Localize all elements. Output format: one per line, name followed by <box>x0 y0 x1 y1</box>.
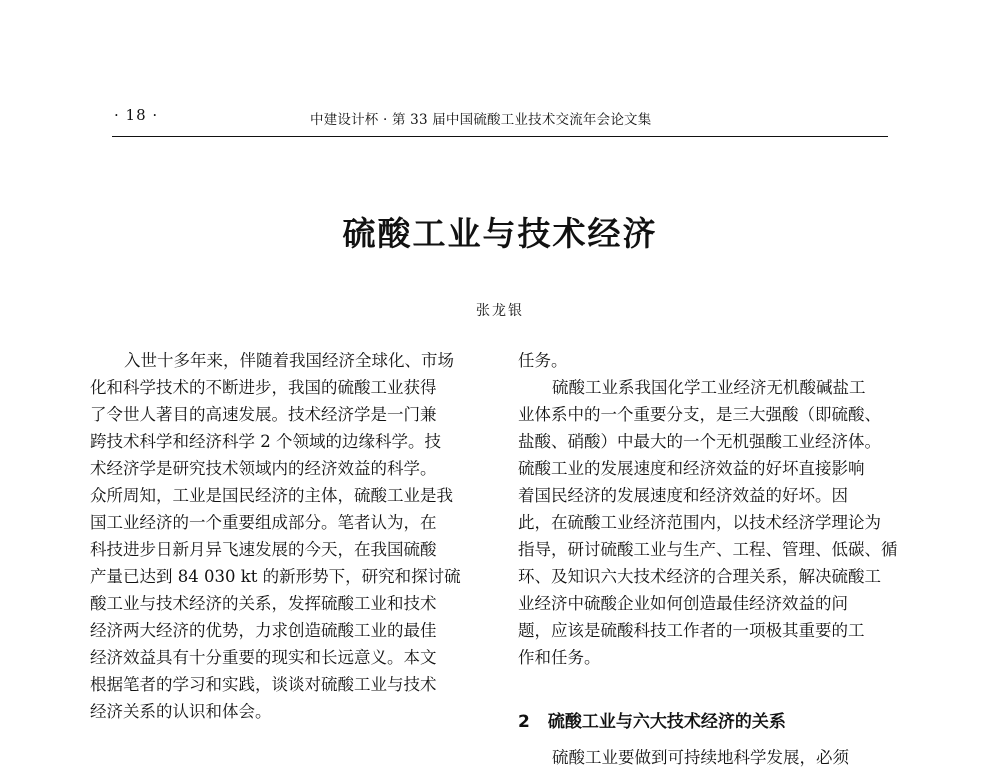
left-column-line: 国工业经济的一个重要组成部分。笔者认为，在 <box>90 513 437 532</box>
right-column-line: 作和任务。 <box>518 648 601 667</box>
header-rule <box>112 136 888 137</box>
section-number: 2 <box>518 712 530 732</box>
author-name: 张龙银 <box>476 303 524 319</box>
section-heading <box>518 707 894 732</box>
left-column-line: 科技进步日新月异飞速发展的今天，在我国硫酸 <box>90 540 437 559</box>
left-column-line: 术经济学是研究技术领域内的经济效益的科学。 <box>90 459 437 478</box>
right-column-line: 盐酸、硝酸）中最大的一个无机强酸工业经济体。 <box>518 432 881 451</box>
left-column-line: 众所周知，工业是国民经济的主体，硫酸工业是我 <box>90 486 453 505</box>
right-column-line: 业经济中硫酸企业如何创造最佳经济效益的问 <box>518 594 848 613</box>
left-column-line: 化和科学技术的不断进步，我国的硫酸工业获得 <box>90 378 437 397</box>
right-column-line: 指导，研讨硫酸工业与生产、工程、管理、低碳、循 <box>518 540 898 559</box>
right-column-line: 题，应该是硫酸科技工作者的一项极其重要的工 <box>518 621 865 640</box>
left-column-line: 跨技术科学和经济科学 2 个领域的边缘科学。技 <box>90 432 441 451</box>
right-column-line: 此，在硫酸工业经济范围内，以技术经济学理论为 <box>518 513 881 532</box>
left-column-line: 了令世人著目的高速发展。技术经济学是一门兼 <box>90 405 437 424</box>
right-column-line: 任务。 <box>518 351 568 370</box>
section-partial-line: 硫酸工业要做到可持续地科学发展，必须 <box>552 748 849 767</box>
right-column-line: 硫酸工业系我国化学工业经济无机酸碱盐工 <box>552 378 866 397</box>
left-column-line: 酸工业与技术经济的关系，发挥硫酸工业和技术 <box>90 594 437 613</box>
right-column-line: 着国民经济的发展速度和经济效益的好坏。因 <box>518 486 848 505</box>
running-header: 中建设计杯 · 第 33 届中国硫酸工业技术交流年会论文集 <box>310 112 652 128</box>
article-title: 硫酸工业与技术经济 <box>342 214 658 253</box>
page-number: · 18 · <box>114 106 159 124</box>
right-column-line: 环、及知识六大技术经济的合理关系，解决硫酸工 <box>518 567 881 586</box>
left-column-line: 经济效益具有十分重要的现实和长远意义。本文 <box>90 648 437 667</box>
section-title: 硫酸工业与六大技术经济的关系 <box>547 712 786 732</box>
left-column-line: 经济关系的认识和体会。 <box>90 702 272 721</box>
left-column-line: 经济两大经济的优势，力求创造硫酸工业的最佳 <box>90 621 437 640</box>
left-column-line: 产量已达到 84 030 kt 的新形势下，研究和探讨硫 <box>90 567 461 586</box>
left-column-line: 根据笔者的学习和实践，谈谈对硫酸工业与技术 <box>90 675 437 694</box>
right-column-line: 业体系中的一个重要分支，是三大强酸（即硫酸、 <box>518 405 881 424</box>
right-column-line: 硫酸工业的发展速度和经济效益的好坏直接影响 <box>518 459 865 478</box>
left-column-line: 入世十多年来，伴随着我国经济全球化、市场 <box>124 351 454 370</box>
